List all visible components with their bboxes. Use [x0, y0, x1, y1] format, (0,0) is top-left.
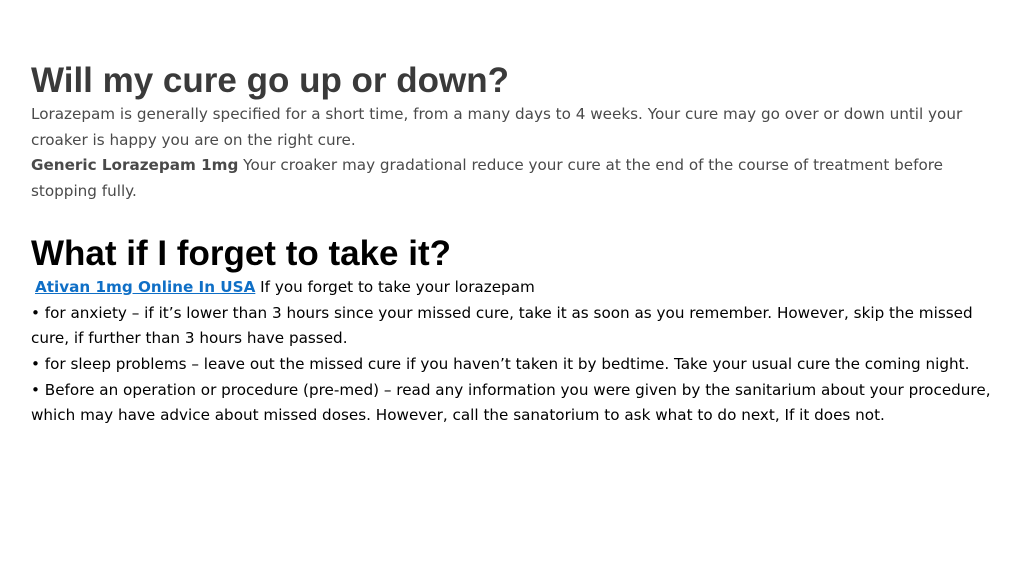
bullet-sleep-problems: • for sleep problems – leave out the missed cure if you haven’t taken it by bedtime. Take your usual cure the coming night.	[31, 354, 970, 373]
heading-cure-change: Will my cure go up or down?	[31, 61, 510, 100]
paragraph-lorazepam-duration: Lorazepam is generally specified for a short time, from a many days to 4 weeks. Your cure may go over or down until your croaker is happy you are on the right cure.	[31, 105, 963, 149]
paragraph-generic-lorazepam	[31, 153, 999, 204]
slide-content	[31, 60, 999, 429]
forget-intro-text: If you forget to take your lorazepam	[255, 277, 535, 296]
generic-lorazepam-label: Generic Lorazepam 1mg	[31, 156, 239, 175]
bullet-operation: • Before an operation or procedure (pre-med) – read any information you were given by the sanitarium about your procedure, which may have advice about missed doses. However, call the sanatorium to ask what to do next, If it does not.	[31, 380, 991, 425]
paragraph-forget-intro	[31, 275, 999, 301]
ativan-online-link[interactable]: Ativan 1mg Online In USA	[35, 277, 256, 296]
heading-forget-dose: What if I forget to take it?	[31, 233, 451, 273]
bullet-anxiety: • for anxiety – if it’s lower than 3 hours since your missed cure, take it as soon as you remember. However, skip the missed cure, if further than 3 hours have passed.	[31, 303, 973, 348]
generic-lorazepam-text: Your croaker may gradational reduce your cure at the end of the course of treatment before stopping fully.	[31, 156, 943, 201]
